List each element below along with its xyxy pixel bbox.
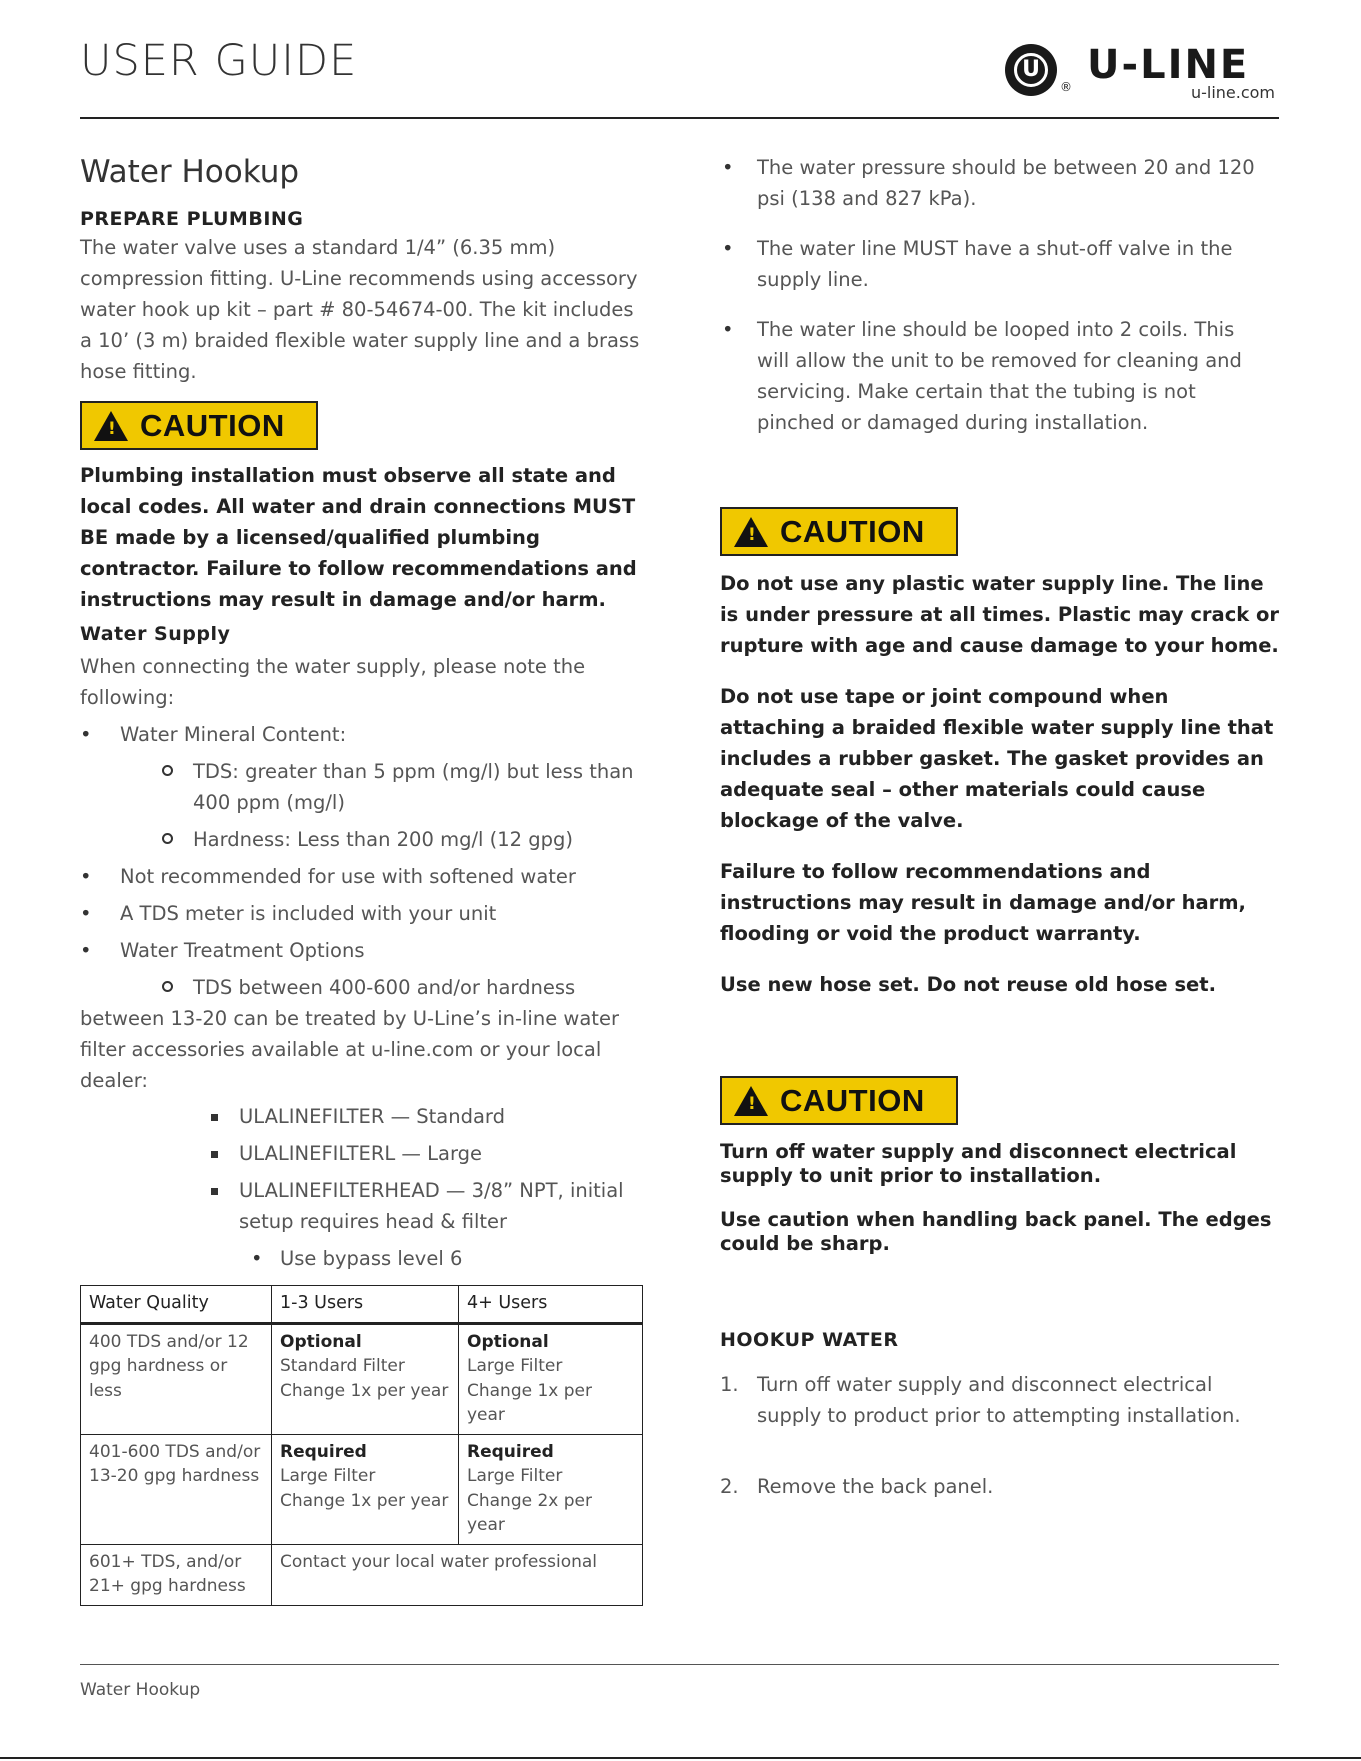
- table-cell: Required Large Filter Change 1x per year: [272, 1434, 459, 1544]
- sub-bullet-hardness: Hardness: Less than 200 mg/l (12 gpg): [80, 824, 640, 855]
- table-header-cell: 4+ Users: [459, 1286, 643, 1324]
- page-header-title: USER GUIDE: [80, 36, 358, 86]
- table-cell-quality: 601+ TDS, and/or 21+ gpg hardness: [81, 1544, 272, 1605]
- logo-url: u-line.com: [1190, 83, 1275, 102]
- sub-bullet-treatment: TDS between 400-600 and/or hardness: [80, 972, 640, 1003]
- table-row: [81, 1434, 643, 1544]
- brand-logo: [1005, 40, 1275, 104]
- bullet-softened-water: • Not recommended for use with softened water: [80, 861, 640, 892]
- left-column: [80, 150, 640, 1606]
- bypass-item: • Use bypass level 6: [251, 1247, 463, 1270]
- treatment-continuation: between 13-20 can be treated by U-Line’s in-line water filter accessories available at u-line.com or your local dealer:: [80, 1007, 619, 1092]
- page-edge-rule: [0, 1757, 1361, 1759]
- sub-bullet-tds: TDS: greater than 5 ppm (mg/l) but less than 400 ppm (mg/l): [80, 756, 640, 818]
- caution-label-3: ! CAUTION: [720, 1076, 958, 1125]
- table-row: [81, 1323, 643, 1434]
- step-item: 1. Turn off water supply and disconnect electrical supply to product prior to attempting installation.: [720, 1373, 1241, 1427]
- warning-triangle-icon: !: [94, 411, 128, 441]
- square-bullet-icon: [211, 1114, 218, 1121]
- hookup-water-title: HOOKUP WATER: [720, 1329, 899, 1351]
- bullet-coils: • The water line should be looped into 2 coils. This will allow the unit to be removed for cleaning and servicing. Make certain that the tubing is not pinched or damaged during installation.: [720, 314, 1280, 438]
- bullet-mineral-content: • Water Mineral Content:: [80, 719, 640, 750]
- bullet-shutoff-valve: • The water line MUST have a shut-off valve in the supply line.: [720, 233, 1280, 295]
- table-cell: Required Large Filter Change 2x per year: [459, 1434, 643, 1544]
- table-cell-merged: Contact your local water professional: [272, 1544, 643, 1605]
- caution-plastic-text: Do not use any plastic water supply line. The line is under pressure at all times. Plastic may crack or rupture with age and cause damage to your home.: [720, 572, 1280, 657]
- water-supply-intro: When connecting the water supply, please note the following:: [80, 655, 586, 709]
- water-quality-table: [80, 1285, 643, 1606]
- caution-hose-text: Use new hose set. Do not reuse old hose set.: [720, 973, 1217, 996]
- circle-bullet-icon: [162, 833, 173, 844]
- bullet-treatment-options: • Water Treatment Options: [80, 935, 640, 966]
- table-row: [81, 1544, 643, 1605]
- table-header-cell: 1-3 Users: [272, 1286, 459, 1324]
- warning-triangle-icon: !: [734, 517, 768, 547]
- footer-section-label: Water Hookup: [80, 1680, 201, 1700]
- bullet-tds-meter: • A TDS meter is included with your unit: [80, 898, 640, 929]
- logo-registered-mark: ®: [1060, 80, 1072, 94]
- bullet-water-pressure: • The water pressure should be between 20 and 120 psi (138 and 827 kPa).: [720, 152, 1280, 214]
- circle-bullet-icon: [162, 981, 173, 992]
- table-cell-quality: 400 TDS and/or 12 gpg hardness or less: [81, 1323, 272, 1434]
- header-rule: [80, 117, 1279, 119]
- footer-rule: [80, 1664, 1279, 1665]
- filter-item: ULALINEFILTERHEAD — 3/8” NPT, initial setup requires head & filter: [80, 1175, 640, 1237]
- logo-wordmark: U-LINE: [1087, 42, 1250, 88]
- table-cell: Optional Standard Filter Change 1x per year: [272, 1323, 459, 1434]
- logo-circle-icon: [1005, 44, 1057, 96]
- prepare-plumbing-text: The water valve uses a standard 1/4” (6.35 mm) compression fitting. U-Line recommends using accessory water hook up kit – part # 80-54674-00. The kit includes a 10’ (3 m) braided flexible water supply line and a brass hose fitting.: [80, 236, 640, 383]
- step-item: 2. Remove the back panel.: [720, 1475, 994, 1498]
- caution-tape-text: Do not use tape or joint compound when attaching a braided flexible water supply line that includes a rubber gasket. The gasket provides an adequate seal – other materials could cause blockage of the valve.: [720, 685, 1274, 832]
- circle-bullet-icon: [162, 765, 173, 776]
- square-bullet-icon: [211, 1188, 218, 1195]
- table-cell-quality: 401-600 TDS and/or 13-20 gpg hardness: [81, 1434, 272, 1544]
- caution-plumbing-text: Plumbing installation must observe all state and local codes. All water and drain connections MUST BE made by a licensed/qualified plumbing contractor. Failure to follow recommendations and instructions may result in damage and/or harm.: [80, 464, 637, 611]
- caution-turn-off-text: Turn off water supply and disconnect electrical supply to unit prior to installation.: [720, 1140, 1237, 1187]
- caution-label-1: ! CAUTION: [80, 401, 318, 450]
- table-header-cell: Water Quality: [81, 1286, 272, 1324]
- logo-mark: U: [1014, 53, 1048, 87]
- table-header-row: [81, 1286, 643, 1324]
- caution-label-2: ! CAUTION: [720, 507, 958, 556]
- caution-failure-text: Failure to follow recommendations and instructions may result in damage and/or harm, flooding or void the product warranty.: [720, 860, 1246, 945]
- caution-back-panel-text: Use caution when handling back panel. The edges could be sharp.: [720, 1208, 1272, 1255]
- warning-triangle-icon: !: [734, 1086, 768, 1116]
- filter-item: ULALINEFILTERL — Large: [80, 1138, 640, 1169]
- filter-item: ULALINEFILTER — Standard: [80, 1101, 640, 1132]
- right-column: [720, 152, 1280, 1502]
- water-supply-title: Water Supply: [80, 623, 231, 645]
- section-heading: Water Hookup: [80, 154, 300, 190]
- table-cell: Optional Large Filter Change 1x per year: [459, 1323, 643, 1434]
- square-bullet-icon: [211, 1151, 218, 1158]
- prepare-plumbing-title: PREPARE PLUMBING: [80, 208, 304, 230]
